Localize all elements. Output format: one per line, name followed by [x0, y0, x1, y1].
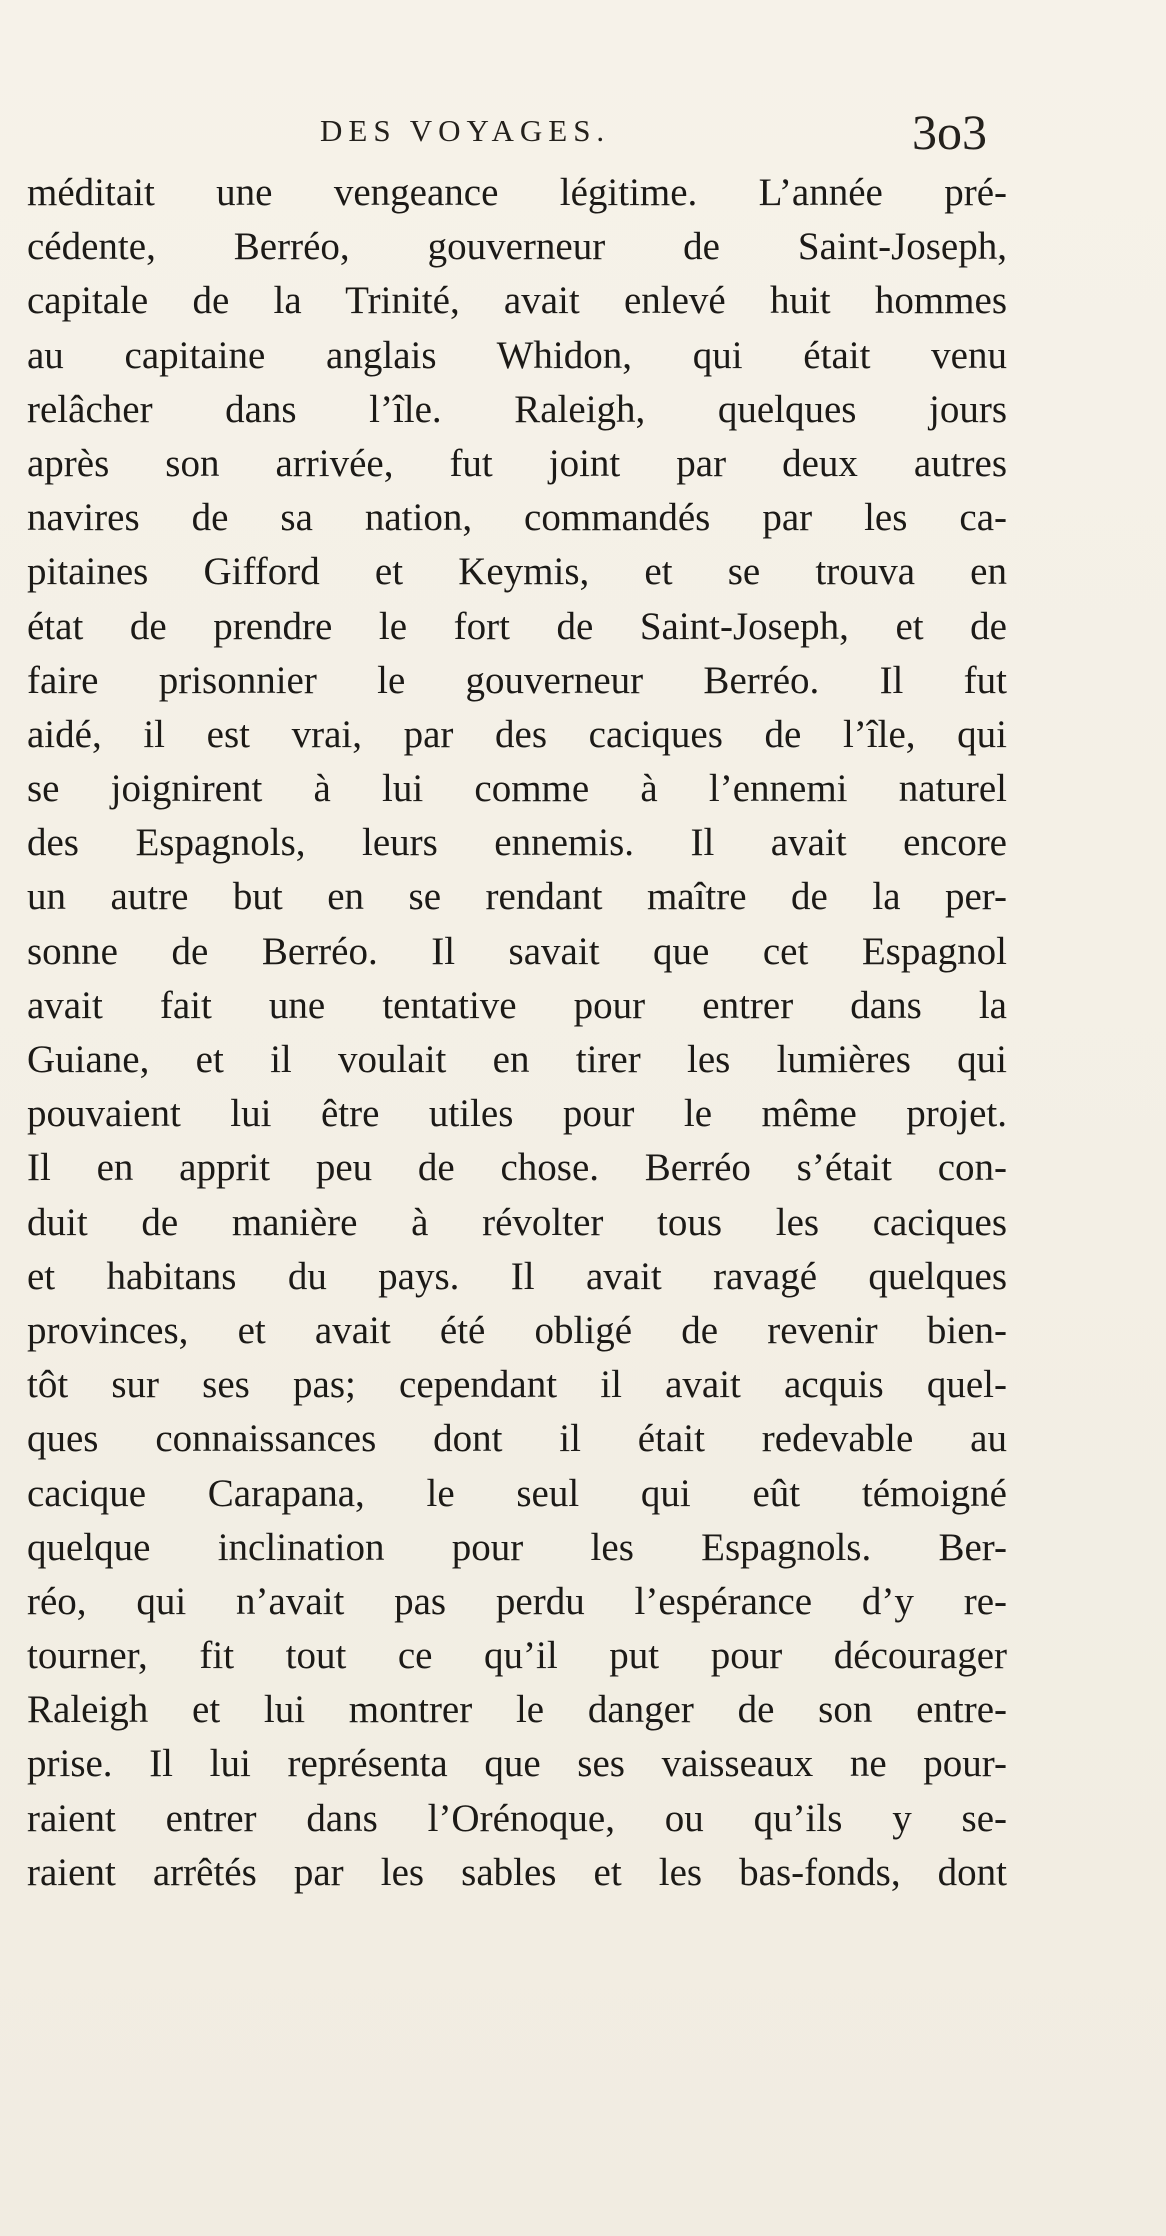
- text-line: prise. Il lui représenta que ses vaisseaux ne pour-: [27, 1742, 1007, 1786]
- text-line: capitale de la Trinité, avait enlevé huit hommes: [27, 279, 1007, 323]
- text-line: des Espagnols, leurs ennemis. Il avait encore: [27, 821, 1007, 865]
- page-header: [0, 103, 1166, 163]
- text-line: et habitans du pays. Il avait ravagé quelques: [27, 1254, 1007, 1298]
- text-line: sonne de Berréo. Il savait que cet Espagnol: [27, 929, 1007, 973]
- text-line: Il en apprit peu de chose. Berréo s’était con-: [27, 1146, 1007, 1190]
- text-line: au capitaine anglais Whidon, qui était venu: [27, 333, 1007, 377]
- text-line: pitaines Gifford et Keymis, et se trouva en: [27, 550, 1007, 594]
- text-line: aidé, il est vrai, par des caciques de l’île, qui: [27, 712, 1007, 756]
- text-line: navires de sa nation, commandés par les ca-: [27, 496, 1007, 540]
- text-line: état de prendre le fort de Saint-Joseph, et de: [27, 604, 1007, 648]
- text-line: tôt sur ses pas; cependant il avait acquis quel-: [27, 1363, 1007, 1407]
- text-line: tourner, fit tout ce qu’il put pour décourager: [27, 1634, 1007, 1678]
- text-line: duit de manière à révolter tous les caciques: [27, 1200, 1007, 1244]
- text-line: raient arrêtés par les sables et les bas-fonds, dont: [27, 1850, 1007, 1894]
- text-line: raient entrer dans l’Orénoque, ou qu’ils y se-: [27, 1796, 1007, 1840]
- text-line: faire prisonnier le gouverneur Berréo. Il fut: [27, 658, 1007, 702]
- text-line: cédente, Berréo, gouverneur de Saint-Joseph,: [27, 225, 1007, 269]
- text-line: quelque inclination pour les Espagnols. Ber-: [27, 1525, 1007, 1569]
- running-head: DES VOYAGES.: [320, 113, 611, 148]
- text-line: Guiane, et il voulait en tirer les lumières qui: [27, 1038, 1007, 1081]
- text-line: Raleigh et lui montrer le danger de son entre-: [27, 1688, 1007, 1732]
- text-line: réo, qui n’avait pas perdu l’espérance d’y re-: [27, 1579, 1007, 1623]
- text-line: relâcher dans l’île. Raleigh, quelques jours: [27, 387, 1007, 431]
- text-line: méditait une vengeance légitime. L’année pré-: [27, 171, 1007, 214]
- text-line: pouvaient lui être utiles pour le même projet.: [27, 1092, 1007, 1136]
- text-line: cacique Carapana, le seul qui eût témoigné: [27, 1471, 1007, 1515]
- text-line: après son arrivée, fut joint par deux autres: [27, 441, 1007, 485]
- text-line: un autre but en se rendant maître de la per-: [27, 875, 1007, 919]
- text-line: provinces, et avait été obligé de revenir bien-: [27, 1308, 1007, 1352]
- text-line: avait fait une tentative pour entrer dans la: [27, 983, 1007, 1027]
- page-number: 3o3: [912, 104, 987, 160]
- body-text: [27, 166, 1007, 1900]
- text-line: se joignirent à lui comme à l’ennemi naturel: [27, 767, 1007, 811]
- text-line: ques connaissances dont il était redevable au: [27, 1417, 1007, 1461]
